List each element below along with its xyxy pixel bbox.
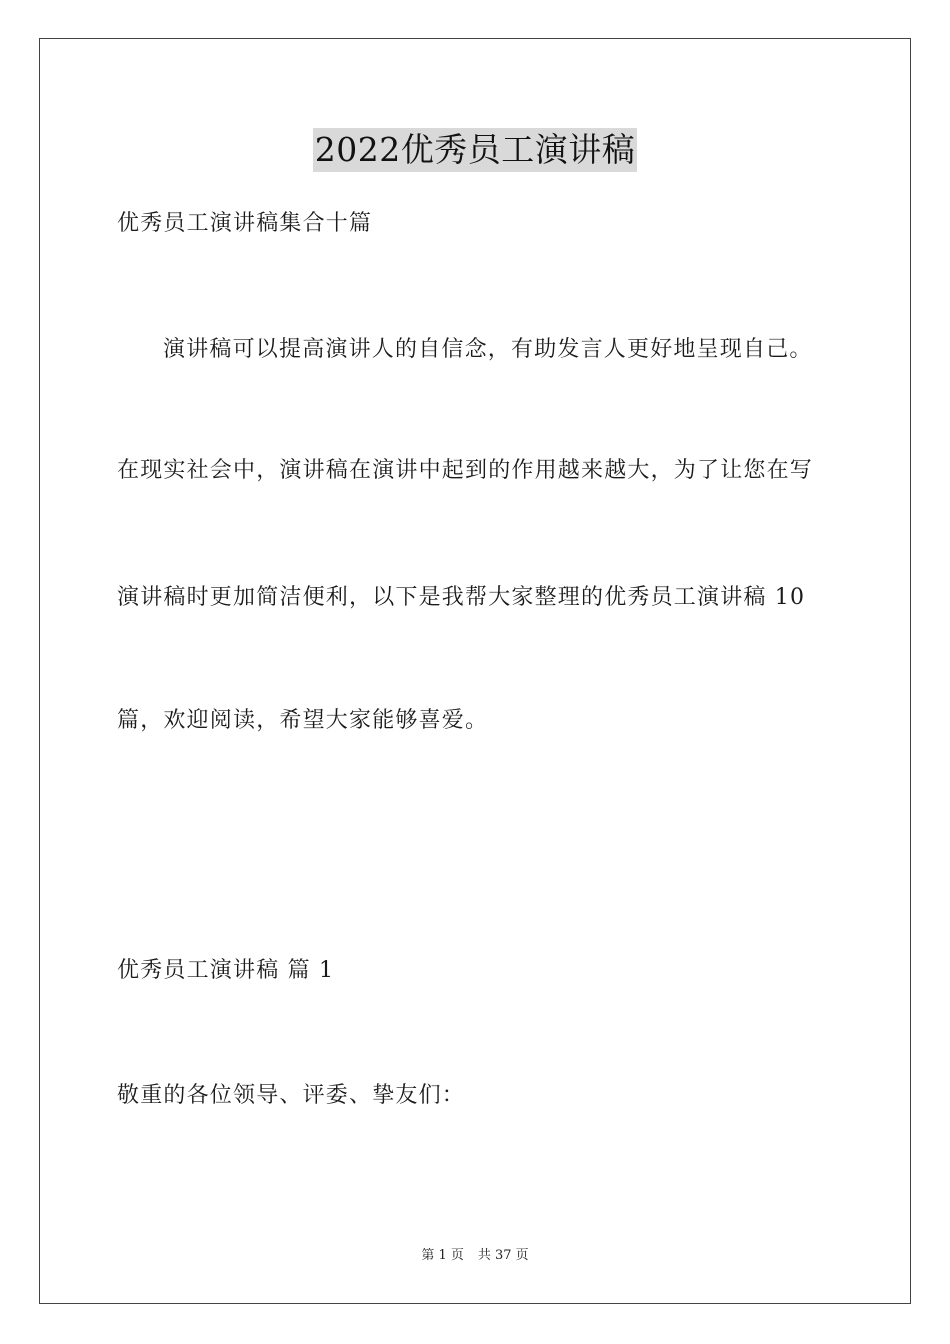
- salutation: 敬重的各位领导、评委、挚友们：: [117, 1083, 466, 1108]
- intro-paragraph-line: 演讲稿可以提高演讲人的自信念，有助发言人更好地呈现自己。: [163, 337, 813, 362]
- page-footer: [0, 1247, 950, 1265]
- section-heading: 优秀员工演讲稿 篇 1: [117, 958, 335, 983]
- page-number: 第 1 页: [421, 1248, 464, 1263]
- page-total: 共 37 页: [477, 1248, 529, 1263]
- intro-paragraph-line: 篇，欢迎阅读，希望大家能够喜爱。: [117, 708, 489, 733]
- title-container: [0, 128, 950, 172]
- document-title: 2022优秀员工演讲稿: [313, 128, 637, 172]
- intro-paragraph-line: 在现实社会中，演讲稿在演讲中起到的作用越来越大，为了让您在写: [117, 458, 814, 483]
- document-subtitle: 优秀员工演讲稿集合十篇: [117, 211, 373, 236]
- intro-paragraph-line: 演讲稿时更加简洁便利，以下是我帮大家整理的优秀员工演讲稿 10: [117, 585, 806, 610]
